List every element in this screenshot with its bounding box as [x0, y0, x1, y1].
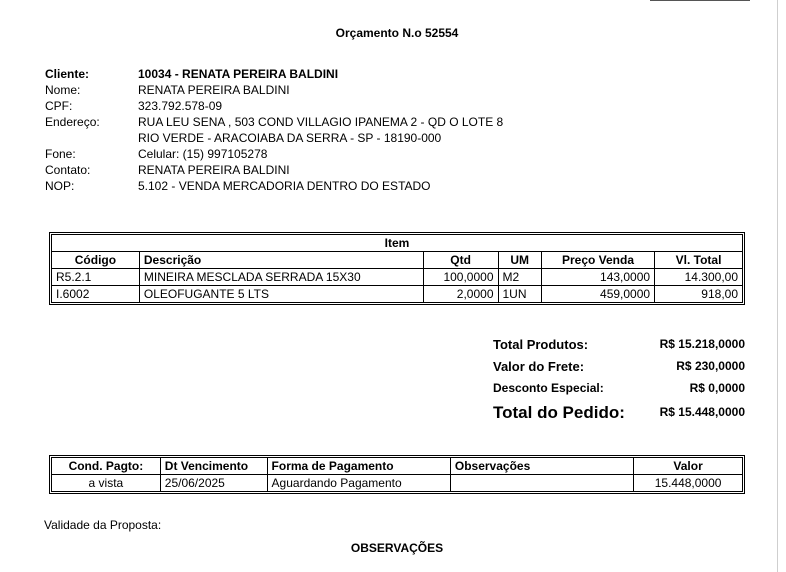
contact-label: Contato:	[45, 163, 91, 177]
desconto-value: R$ 0,0000	[689, 381, 745, 395]
col-header-vencimento: Dt Vencimento	[160, 458, 267, 475]
contact-row	[45, 162, 503, 178]
cell-qtd: 2,0000	[423, 286, 498, 303]
valor-frete-value: R$ 230,0000	[676, 359, 745, 373]
nop-value: 5.102 - VENDA MERCADORIA DENTRO DO ESTADO	[138, 179, 431, 193]
cell-codigo: R5.2.1	[52, 269, 140, 286]
items-caption: Item	[52, 235, 743, 252]
col-header-observacoes: Observações	[450, 458, 633, 475]
page-title: Orçamento N.o 52554	[335, 26, 459, 40]
address-spacer	[45, 130, 138, 146]
cell-qtd: 100,0000	[423, 269, 498, 286]
address-row	[45, 114, 503, 130]
payment-header-row	[52, 458, 743, 475]
col-header-preco: Preço Venda	[541, 252, 654, 269]
address-row-2	[45, 130, 503, 146]
cell-total: 918,00	[655, 286, 743, 303]
client-value: 10034 - RENATA PEREIRA BALDINI	[138, 67, 339, 81]
cell-cond: a vista	[52, 475, 161, 492]
address-line-1: RUA LEU SENA , 503 COND VILLAGIO IPANEMA 2 - QD O LOTE 8	[138, 115, 504, 129]
cell-valor: 15.448,0000	[634, 475, 743, 492]
cell-descricao: OLEOFUGANTE 5 LTS	[139, 286, 423, 303]
page-edge	[777, 0, 778, 572]
validade-label: Validade da Proposta:	[44, 518, 162, 532]
nop-label: NOP:	[45, 179, 75, 193]
client-label: Cliente:	[45, 67, 90, 81]
valor-frete	[493, 359, 745, 374]
address-label: Endereço:	[45, 115, 100, 129]
phone-value: Celular: (15) 997105278	[138, 147, 268, 161]
observacoes-title: OBSERVAÇÕES	[350, 541, 444, 555]
cell-descricao: MINEIRA MESCLADA SERRADA 15X30	[139, 269, 423, 286]
cell-preco: 459,0000	[541, 286, 654, 303]
col-header-cond: Cond. Pagto:	[52, 458, 161, 475]
total-pedido-value: R$ 15.448,0000	[659, 405, 745, 419]
nop-row	[45, 178, 503, 194]
total-pedido	[493, 403, 745, 423]
phone-label: Fone:	[45, 147, 76, 161]
cpf-row	[45, 98, 503, 114]
cell-total: 14.300,00	[655, 269, 743, 286]
col-header-valor: Valor	[634, 458, 743, 475]
top-rule	[650, 0, 750, 1]
cell-codigo: I.6002	[52, 286, 140, 303]
contact-value: RENATA PEREIRA BALDINI	[138, 163, 290, 177]
valor-frete-label: Valor do Frete:	[493, 359, 585, 374]
name-value: RENATA PEREIRA BALDINI	[138, 83, 290, 97]
cell-forma: Aguardando Pagamento	[267, 475, 450, 492]
desconto-especial	[493, 381, 745, 395]
col-header-qtd: Qtd	[423, 252, 498, 269]
cpf-value: 323.792.578-09	[138, 99, 223, 113]
total-produtos-value: R$ 15.218,0000	[659, 337, 745, 351]
col-header-descricao: Descrição	[139, 252, 423, 269]
cell-observacoes	[450, 475, 633, 492]
table-row	[52, 286, 743, 303]
client-row	[45, 66, 503, 82]
items-table	[51, 234, 743, 303]
cell-preco: 143,0000	[541, 269, 654, 286]
cell-vencimento: 25/06/2025	[160, 475, 267, 492]
total-produtos	[493, 337, 745, 352]
items-caption-row	[52, 235, 743, 252]
address-line-2: RIO VERDE - ARACOIABA DA SERRA - SP - 18190-000	[138, 131, 442, 145]
col-header-um: UM	[498, 252, 541, 269]
col-header-forma: Forma de Pagamento	[267, 458, 450, 475]
name-row	[45, 82, 503, 98]
cpf-label: CPF:	[45, 99, 73, 113]
table-row	[52, 475, 743, 492]
total-produtos-label: Total Produtos:	[493, 337, 589, 352]
cell-um: M2	[498, 269, 541, 286]
desconto-label: Desconto Especial:	[493, 381, 604, 395]
total-pedido-label: Total do Pedido:	[493, 403, 625, 422]
phone-row	[45, 146, 503, 162]
name-label: Nome:	[45, 83, 81, 97]
table-row	[52, 269, 743, 286]
cell-um: 1UN	[498, 286, 541, 303]
items-header-row	[52, 252, 743, 269]
client-info	[45, 66, 503, 194]
col-header-codigo: Código	[52, 252, 140, 269]
payment-table	[51, 457, 743, 492]
col-header-total: Vl. Total	[655, 252, 743, 269]
